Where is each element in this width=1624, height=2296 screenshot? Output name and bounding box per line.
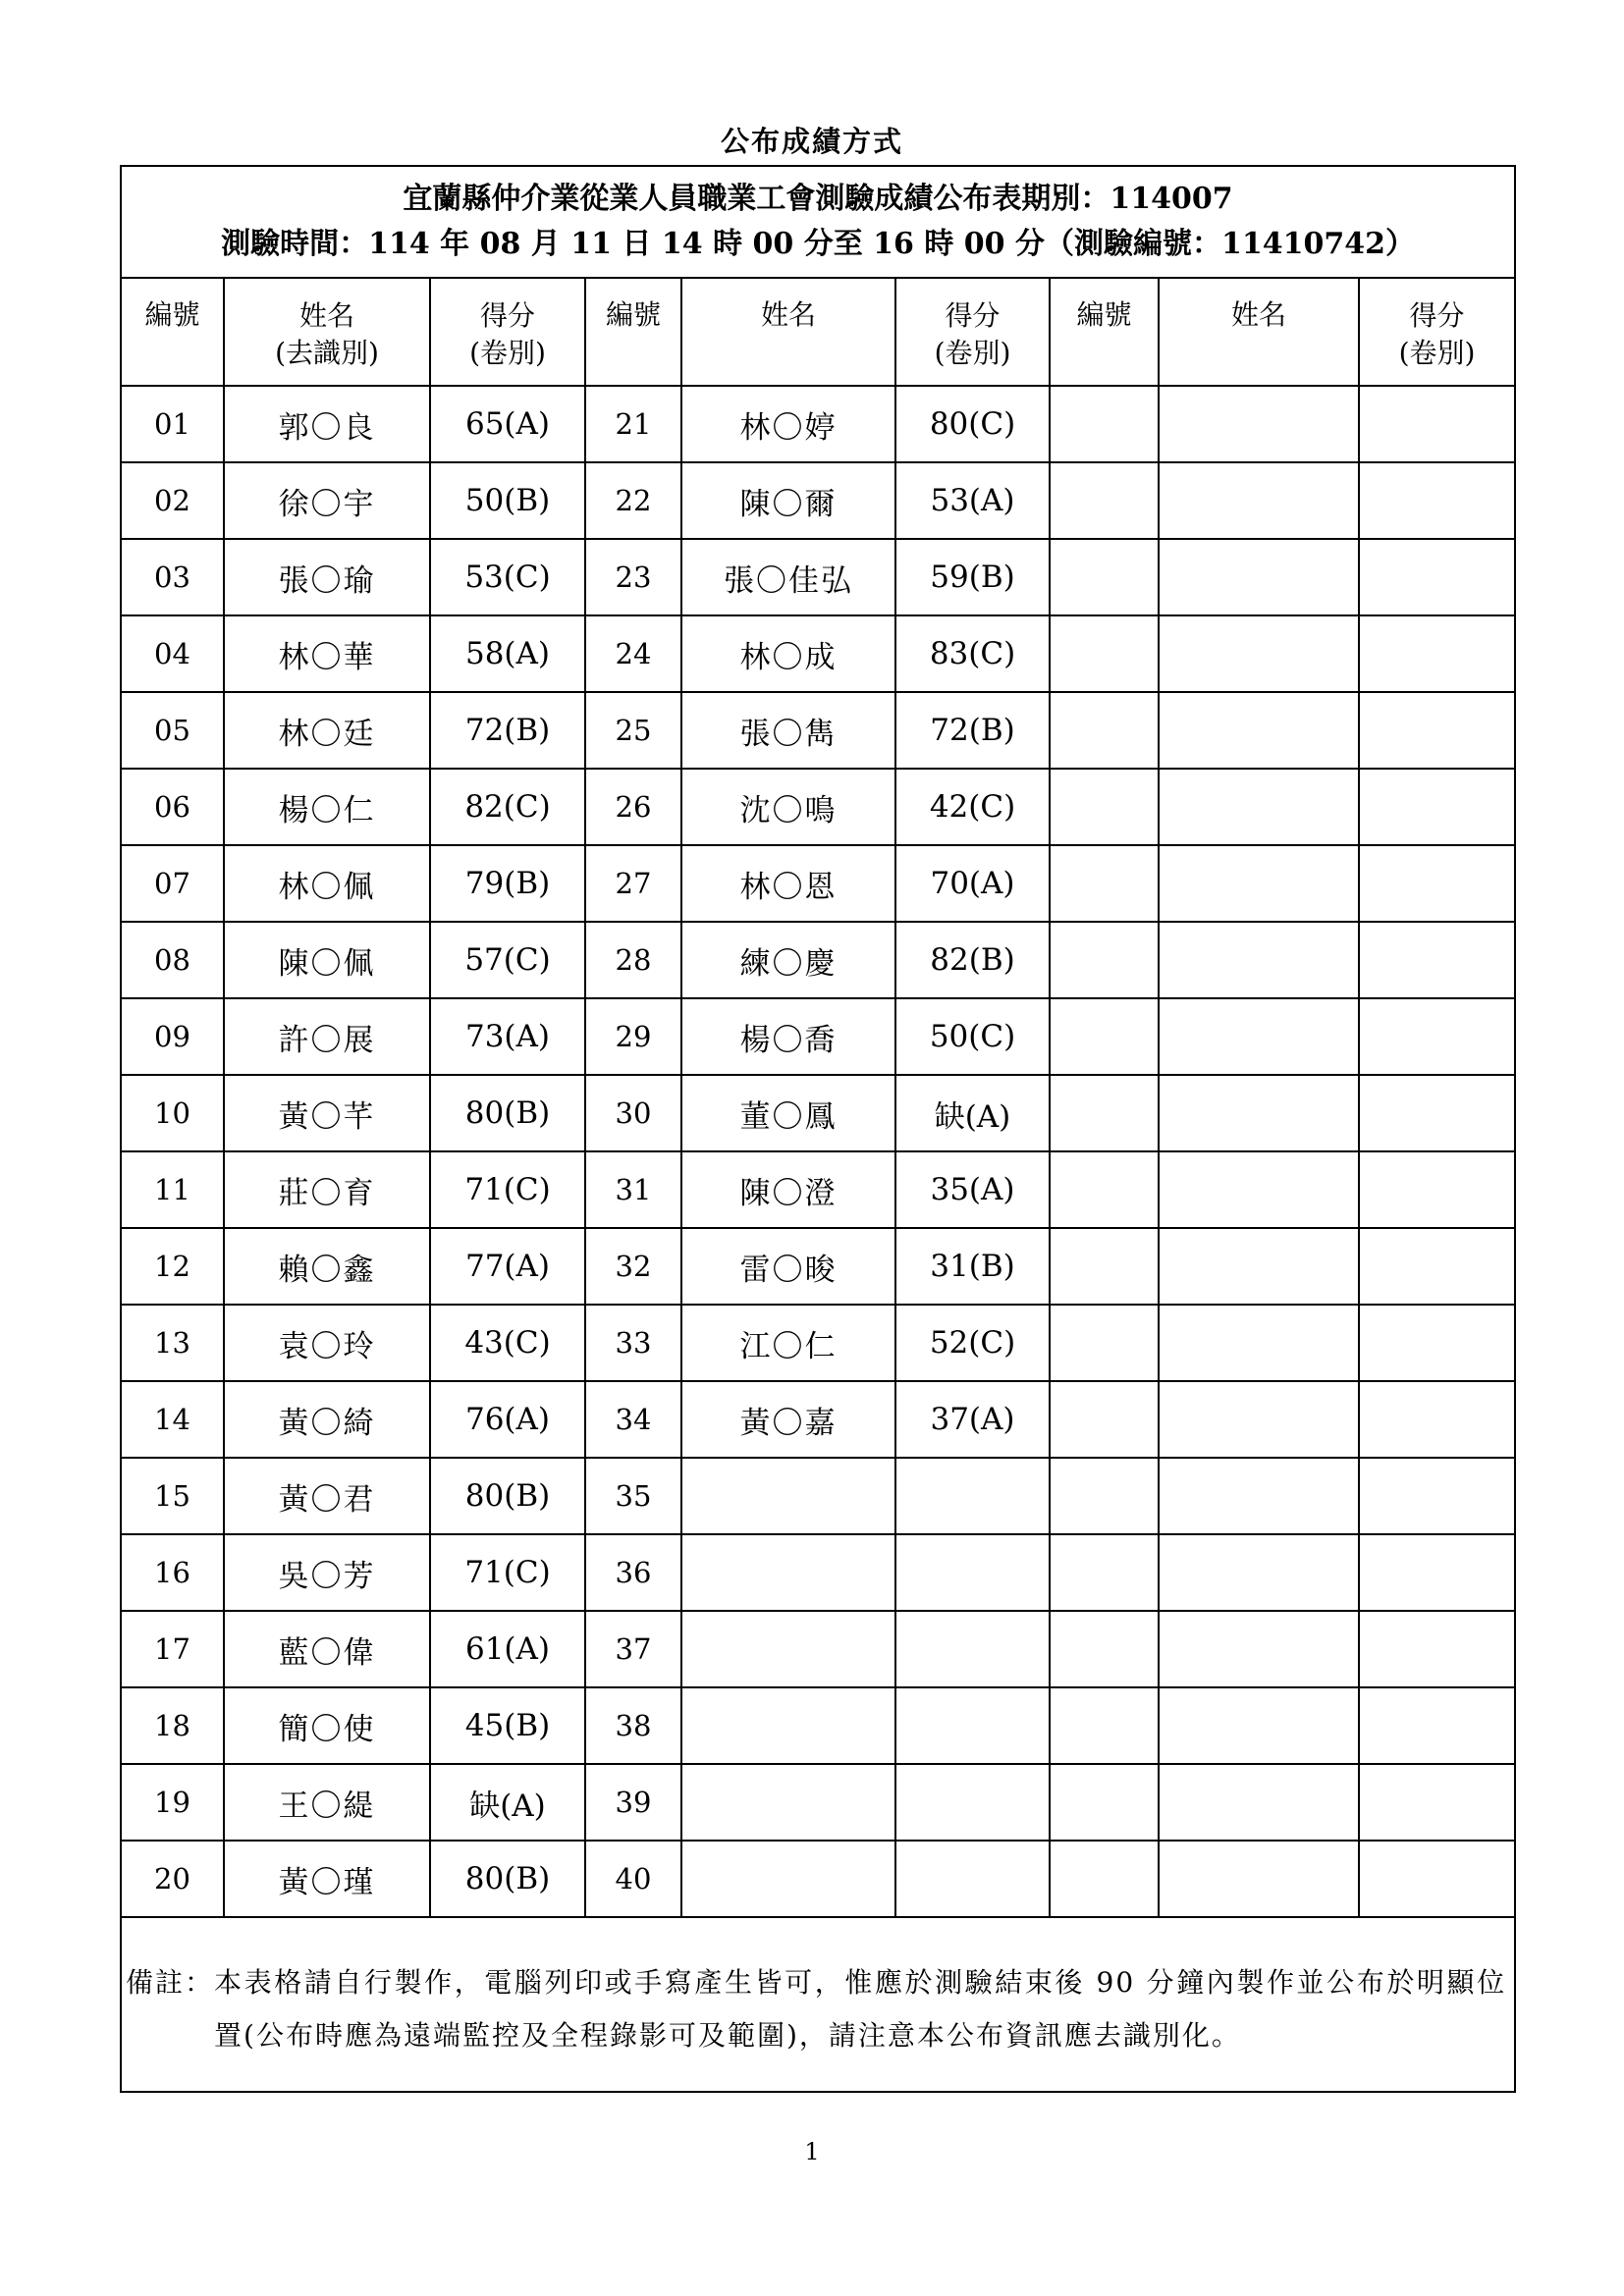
entry-number: 18 <box>121 1687 224 1764</box>
entry-name <box>681 1458 895 1534</box>
entry-name: 陳〇佩 <box>224 922 430 998</box>
entry-score: 82(B) <box>895 922 1050 998</box>
entry-score: 缺(A) <box>895 1075 1050 1151</box>
entry-name <box>681 1687 895 1764</box>
col-score-main: 得分 <box>945 299 1001 332</box>
entry-score: 缺(A) <box>430 1764 585 1841</box>
col-score-main: 得分 <box>479 299 535 332</box>
entry-score <box>1359 845 1515 922</box>
entry-number: 05 <box>121 692 224 769</box>
entry-score: 35(A) <box>895 1151 1050 1228</box>
entry-number: 33 <box>585 1305 681 1381</box>
col-score-sub: (卷別) <box>469 337 546 369</box>
table-row <box>121 1381 1515 1458</box>
entry-name <box>1159 1075 1359 1151</box>
entry-number <box>1050 1764 1159 1841</box>
remarks-text: 本表格請自行製作，電腦列印或手寫產生皆可，惟應於測驗結束後 90 分鐘內製作並公布於明顯位置(公布時應為遠端監控及全程錄影可及範圍)，請注意本公布資訊應去識別化。 <box>214 1966 1507 2052</box>
entry-number: 38 <box>585 1687 681 1764</box>
table-row <box>121 1151 1515 1228</box>
entry-score: 72(B) <box>430 692 585 769</box>
entry-name: 張〇瑜 <box>224 539 430 615</box>
entry-score: 42(C) <box>895 769 1050 845</box>
entry-score: 71(C) <box>430 1534 585 1611</box>
entry-name <box>1159 998 1359 1075</box>
table-header <box>121 166 1515 278</box>
col-score-sub: (卷別) <box>934 337 1011 369</box>
entry-score: 31(B) <box>895 1228 1050 1305</box>
entry-number: 11 <box>121 1151 224 1228</box>
entry-score: 61(A) <box>430 1611 585 1687</box>
table-row <box>121 1228 1515 1305</box>
entry-score <box>1359 998 1515 1075</box>
table-row <box>121 539 1515 615</box>
entry-number: 16 <box>121 1534 224 1611</box>
entry-number <box>1050 922 1159 998</box>
page-heading: 公布成績方式 <box>720 125 903 158</box>
col-name-main: 姓名 <box>298 299 354 332</box>
entry-name <box>1159 462 1359 539</box>
entry-name: 陳〇爾 <box>681 462 895 539</box>
entry-number <box>1050 1075 1159 1151</box>
table-row <box>121 769 1515 845</box>
exam-time: 測驗時間：114 年 08 月 11 日 14 時 00 分至 16 時 00 分（測驗編號：11410742） <box>221 227 1415 261</box>
table-row <box>121 1611 1515 1687</box>
entry-score <box>1359 1305 1515 1381</box>
entry-name <box>1159 769 1359 845</box>
entry-number: 22 <box>585 462 681 539</box>
table-row <box>121 845 1515 922</box>
entry-number: 39 <box>585 1764 681 1841</box>
table-row <box>121 1075 1515 1151</box>
entry-score: 80(B) <box>430 1458 585 1534</box>
entry-number <box>1050 615 1159 692</box>
entry-name <box>1159 1764 1359 1841</box>
entry-number: 25 <box>585 692 681 769</box>
entry-name: 黃〇嘉 <box>681 1381 895 1458</box>
table-row <box>121 615 1515 692</box>
entry-name: 黃〇綺 <box>224 1381 430 1458</box>
entry-number <box>1050 462 1159 539</box>
entry-name <box>1159 1841 1359 1917</box>
entry-score: 77(A) <box>430 1228 585 1305</box>
entry-number: 09 <box>121 998 224 1075</box>
entry-name: 雷〇晙 <box>681 1228 895 1305</box>
entry-score <box>1359 1687 1515 1764</box>
table-title: 宜蘭縣仲介業從業人員職業工會測驗成績公布表期別：114007 <box>403 182 1233 216</box>
remarks-label: 備註： <box>126 1966 215 1999</box>
entry-score <box>1359 462 1515 539</box>
entry-name: 莊〇育 <box>224 1151 430 1228</box>
col-no-3: 編號 <box>1050 278 1159 386</box>
entry-number <box>1050 998 1159 1075</box>
entry-score: 80(C) <box>895 386 1050 462</box>
entry-score <box>1359 539 1515 615</box>
entry-number: 06 <box>121 769 224 845</box>
entry-score <box>1359 1075 1515 1151</box>
entry-number: 02 <box>121 462 224 539</box>
entry-number <box>1050 692 1159 769</box>
entry-score <box>1359 1611 1515 1687</box>
entry-name: 張〇佳弘 <box>681 539 895 615</box>
col-name-sub: (去識別) <box>275 337 379 369</box>
entry-number: 34 <box>585 1381 681 1458</box>
entry-name: 黃〇芊 <box>224 1075 430 1151</box>
entry-name <box>681 1841 895 1917</box>
entry-number: 07 <box>121 845 224 922</box>
entry-score: 57(C) <box>430 922 585 998</box>
col-score-main: 得分 <box>1409 299 1465 332</box>
entry-score <box>1359 1228 1515 1305</box>
entry-score: 50(C) <box>895 998 1050 1075</box>
entry-name: 林〇廷 <box>224 692 430 769</box>
entry-score <box>1359 1458 1515 1534</box>
entry-number: 08 <box>121 922 224 998</box>
entry-score: 50(B) <box>430 462 585 539</box>
entry-score: 83(C) <box>895 615 1050 692</box>
entry-number: 04 <box>121 615 224 692</box>
entry-name <box>1159 1305 1359 1381</box>
entry-number: 31 <box>585 1151 681 1228</box>
entry-name <box>681 1611 895 1687</box>
entry-number: 17 <box>121 1611 224 1687</box>
entry-score <box>1359 1764 1515 1841</box>
entry-score <box>1359 692 1515 769</box>
entry-number: 26 <box>585 769 681 845</box>
entry-name: 徐〇宇 <box>224 462 430 539</box>
entry-score: 65(A) <box>430 386 585 462</box>
entry-number <box>1050 1458 1159 1534</box>
entry-score <box>1359 1534 1515 1611</box>
entry-score <box>1359 1841 1515 1917</box>
entry-name <box>681 1534 895 1611</box>
entry-score: 80(B) <box>430 1841 585 1917</box>
table-row <box>121 1841 1515 1917</box>
entry-score <box>895 1611 1050 1687</box>
entry-name: 江〇仁 <box>681 1305 895 1381</box>
entry-name <box>1159 1228 1359 1305</box>
entry-name <box>1159 1687 1359 1764</box>
entry-name: 簡〇使 <box>224 1687 430 1764</box>
entry-score: 59(B) <box>895 539 1050 615</box>
entry-name: 藍〇偉 <box>224 1611 430 1687</box>
entry-score <box>895 1764 1050 1841</box>
entry-name: 沈〇鳴 <box>681 769 895 845</box>
entry-name: 林〇成 <box>681 615 895 692</box>
entry-score: 71(C) <box>430 1151 585 1228</box>
entry-score: 80(B) <box>430 1075 585 1151</box>
entry-name <box>1159 1611 1359 1687</box>
entry-name: 賴〇鑫 <box>224 1228 430 1305</box>
table-row <box>121 922 1515 998</box>
entry-number: 10 <box>121 1075 224 1151</box>
col-score-3 <box>1359 278 1515 386</box>
entry-number <box>1050 1687 1159 1764</box>
entry-score <box>895 1534 1050 1611</box>
remarks <box>121 1917 1515 2092</box>
entry-number <box>1050 1611 1159 1687</box>
entry-name: 許〇展 <box>224 998 430 1075</box>
entry-score: 37(A) <box>895 1381 1050 1458</box>
entry-score: 79(B) <box>430 845 585 922</box>
entry-number: 27 <box>585 845 681 922</box>
table-row <box>121 1764 1515 1841</box>
entry-score: 43(C) <box>430 1305 585 1381</box>
entry-name: 吳〇芳 <box>224 1534 430 1611</box>
entry-name: 楊〇仁 <box>224 769 430 845</box>
entry-score <box>895 1687 1050 1764</box>
entry-number: 29 <box>585 998 681 1075</box>
entry-number <box>1050 1228 1159 1305</box>
entry-name: 董〇鳳 <box>681 1075 895 1151</box>
table-row <box>121 386 1515 462</box>
entry-name <box>681 1764 895 1841</box>
entry-number: 40 <box>585 1841 681 1917</box>
entry-name <box>1159 845 1359 922</box>
col-no-1: 編號 <box>121 278 224 386</box>
entry-number <box>1050 1381 1159 1458</box>
entry-number <box>1050 386 1159 462</box>
table-row <box>121 692 1515 769</box>
page-number: 1 <box>804 2138 820 2165</box>
entry-number: 19 <box>121 1764 224 1841</box>
entry-name: 王〇緹 <box>224 1764 430 1841</box>
entry-number: 23 <box>585 539 681 615</box>
entry-name: 林〇佩 <box>224 845 430 922</box>
entry-number: 36 <box>585 1534 681 1611</box>
entry-score: 73(A) <box>430 998 585 1075</box>
table-row <box>121 1687 1515 1764</box>
entry-name: 林〇華 <box>224 615 430 692</box>
entry-score: 76(A) <box>430 1381 585 1458</box>
entry-number: 32 <box>585 1228 681 1305</box>
col-name-2: 姓名 <box>681 278 895 386</box>
entry-number: 14 <box>121 1381 224 1458</box>
col-score-1 <box>430 278 585 386</box>
entry-score <box>1359 922 1515 998</box>
column-header-row <box>121 278 1515 386</box>
entry-name <box>1159 1151 1359 1228</box>
entry-number: 35 <box>585 1458 681 1534</box>
entry-number <box>1050 769 1159 845</box>
entry-score <box>1359 769 1515 845</box>
entry-number: 37 <box>585 1611 681 1687</box>
col-score-2 <box>895 278 1050 386</box>
entry-name: 練〇慶 <box>681 922 895 998</box>
table-row <box>121 462 1515 539</box>
col-name-3: 姓名 <box>1159 278 1359 386</box>
table-row <box>121 1458 1515 1534</box>
entry-number <box>1050 845 1159 922</box>
entry-name: 楊〇喬 <box>681 998 895 1075</box>
entry-score <box>1359 386 1515 462</box>
entry-number <box>1050 539 1159 615</box>
entry-number: 01 <box>121 386 224 462</box>
entry-score <box>895 1841 1050 1917</box>
entry-name: 袁〇玲 <box>224 1305 430 1381</box>
entry-score: 52(C) <box>895 1305 1050 1381</box>
entry-name <box>1159 1458 1359 1534</box>
entry-number: 12 <box>121 1228 224 1305</box>
entry-score: 45(B) <box>430 1687 585 1764</box>
entry-name <box>1159 692 1359 769</box>
entry-name <box>1159 539 1359 615</box>
score-table <box>120 165 1516 2093</box>
entry-number: 28 <box>585 922 681 998</box>
entry-name: 黃〇瑾 <box>224 1841 430 1917</box>
entry-name: 林〇婷 <box>681 386 895 462</box>
entry-name: 陳〇澄 <box>681 1151 895 1228</box>
entry-name: 林〇恩 <box>681 845 895 922</box>
entry-number: 30 <box>585 1075 681 1151</box>
entry-name <box>1159 386 1359 462</box>
entry-number: 21 <box>585 386 681 462</box>
col-score-sub: (卷別) <box>1398 337 1476 369</box>
entry-score <box>1359 1151 1515 1228</box>
entry-name <box>1159 615 1359 692</box>
col-no-2: 編號 <box>585 278 681 386</box>
table-row <box>121 1305 1515 1381</box>
entry-score: 70(A) <box>895 845 1050 922</box>
entry-number <box>1050 1151 1159 1228</box>
entry-number: 20 <box>121 1841 224 1917</box>
entry-score <box>1359 615 1515 692</box>
col-name-1 <box>224 278 430 386</box>
entry-score <box>1359 1381 1515 1458</box>
entry-number <box>1050 1534 1159 1611</box>
entry-score <box>895 1458 1050 1534</box>
entry-number <box>1050 1305 1159 1381</box>
entry-score: 72(B) <box>895 692 1050 769</box>
entry-score: 82(C) <box>430 769 585 845</box>
entry-number <box>1050 1841 1159 1917</box>
entry-name <box>1159 1381 1359 1458</box>
entry-name <box>1159 922 1359 998</box>
entry-number: 03 <box>121 539 224 615</box>
entry-score: 58(A) <box>430 615 585 692</box>
entry-score: 53(C) <box>430 539 585 615</box>
table-row <box>121 1534 1515 1611</box>
entry-number: 15 <box>121 1458 224 1534</box>
entry-name: 郭〇良 <box>224 386 430 462</box>
entry-name <box>1159 1534 1359 1611</box>
entry-number: 13 <box>121 1305 224 1381</box>
table-row <box>121 998 1515 1075</box>
entry-name: 黃〇君 <box>224 1458 430 1534</box>
entry-score: 53(A) <box>895 462 1050 539</box>
entry-name: 張〇雋 <box>681 692 895 769</box>
entry-number: 24 <box>585 615 681 692</box>
